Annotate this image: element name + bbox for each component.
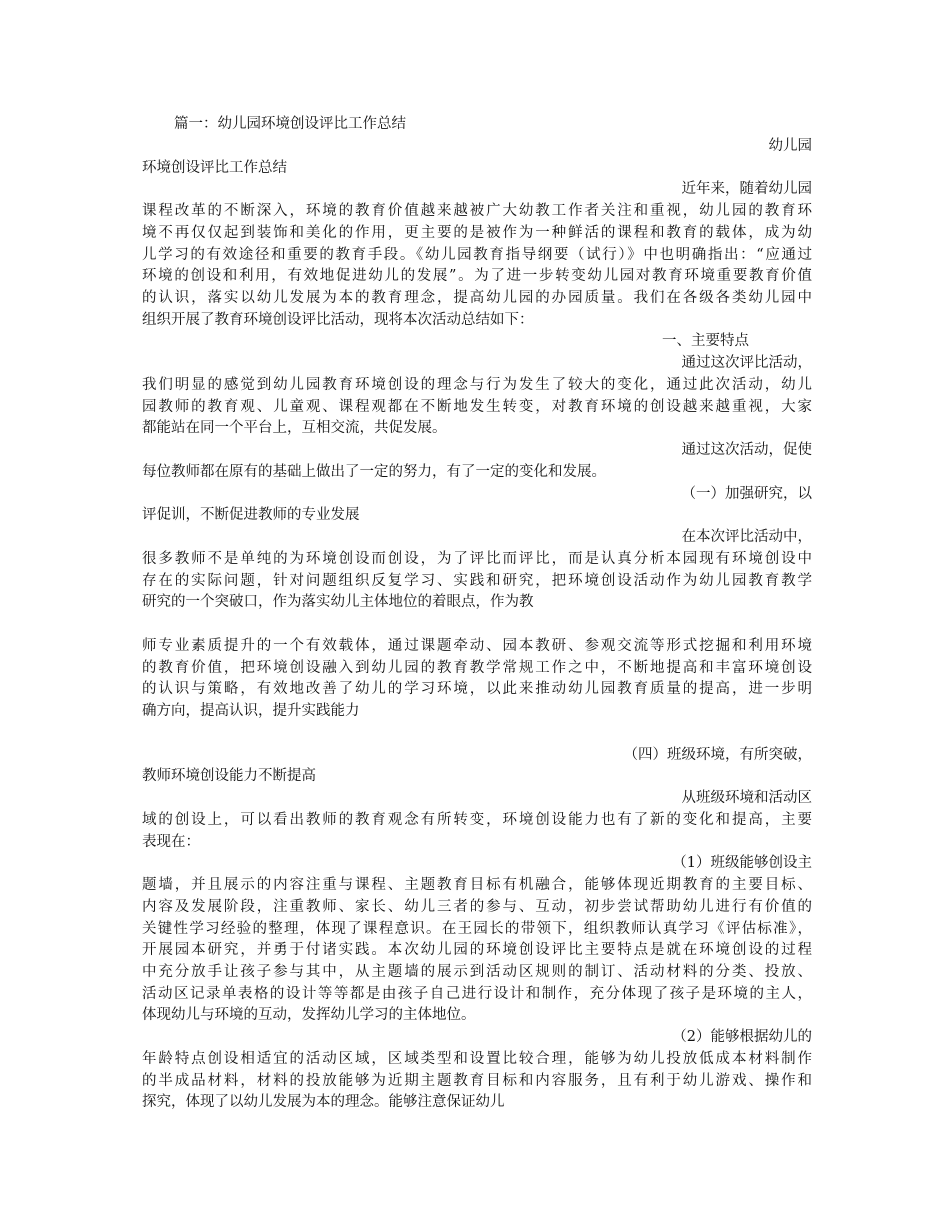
text-line: 从班级环境和活动区 [681, 790, 812, 806]
text-line: 确方向，提高认识，提升实践能力 [142, 703, 360, 719]
text-line: 题墙，并且展示的内容注重与课程、主题教育目标有机融合，能够体现近期教育的主要目标、 [142, 877, 812, 893]
text-line: 的认识，落实以幼儿发展为本的教育理念，提高幼儿园的办园质量。我们在各级各类幼儿园中 [142, 290, 812, 306]
text-line: 近年来，随着幼儿园 [681, 181, 812, 197]
text-line: 我们明显的感觉到幼儿园教育环境创设的理念与行为发生了较大的变化，通过此次活动，幼儿 [142, 377, 812, 393]
text-line: 的教育价值，把环境创设融入到幼儿园的教育教学常规工作之中，不断地提高和丰富环境创设 [142, 660, 812, 676]
text-line: 存在的实际问题，针对问题组织反复学习、实践和研究，把环境创设活动作为幼儿园教育教学 [142, 573, 812, 589]
document-title: 篇一：幼儿园环境创设评比工作总结 [174, 116, 406, 132]
section-heading: 一、主要特点 [662, 333, 749, 349]
text-line: 环境的创设和利用，有效地促进幼儿的发展”。为了进一步转变幼儿园对教育环境重要教育价值 [142, 268, 812, 284]
text-line: （1）班级能够创设主 [672, 855, 812, 871]
text-line: 关键性学习经验的整理，体现了课程意识。在王园长的带领下，组织教师认真学习《评估标准》， [142, 921, 812, 937]
text-line: 每位教师都在原有的基础上做出了一定的努力，有了一定的变化和发展。 [142, 464, 606, 480]
text-line: 研究的一个突破口，作为落实幼儿主体地位的着眼点，作为教 [142, 594, 534, 610]
text-line: 儿学习的有效途径和重要的教育手段。《幼儿园教育指导纲要（试行）》中也明确指出：“应通过 [142, 247, 812, 263]
text-line: 的认识与策略，有效地改善了幼儿的学习环境，以此来推动幼儿园教育质量的提高，进一步明 [142, 681, 812, 697]
text-line: 课程改革的不断深入，环境的教育价值越来越被广大幼教工作者关注和重视，幼儿园的教育环 [142, 203, 812, 219]
text-line: 师专业素质提升的一个有效载体，通过课题牵动、园本教研、参观交流等形式挖掘和利用环境 [142, 638, 812, 654]
text-line: 活动区记录单表格的设计等等都是由孩子自己进行设计和制作，充分体现了孩子是环境的主人， [142, 986, 812, 1002]
text-line: 通过这次活动，促使 [681, 442, 812, 458]
text-line: （一）加强研究，以 [681, 486, 812, 502]
text-line: 开展园本研究，并勇于付诸实践。本次幼儿园的环境创设评比主要特点是就在环境创设的过程 [142, 942, 812, 958]
text-line: 体现幼儿与环境的互动，发挥幼儿学习的主体地位。 [142, 1007, 476, 1023]
text-line: 通过这次评比活动， [681, 355, 812, 371]
text-line: 评促训，不断促进教师的专业发展 [142, 507, 360, 523]
text-line: 都能站在同一个平台上，互相交流，共促发展。 [142, 420, 447, 436]
text-line: 内容及发展阶段，注重教师、家长、幼儿三者的参与、互动，初步尝试帮助幼儿进行有价值的 [142, 899, 812, 915]
text-line: 的半成品材料，材料的投放能够为近期主题教育目标和内容服务，且有利于幼儿游戏、操作和 [142, 1073, 812, 1089]
text-line: 教师环境创设能力不断提高 [142, 768, 316, 784]
text-line: 境不再仅仅起到装饰和美化的作用，更主要的是被作为一种鲜活的课程和教育的载体，成为幼 [142, 225, 812, 241]
text-line: 组织开展了教育环境创设评比活动，现将本次活动总结如下： [142, 312, 534, 328]
text-line: 环境创设评比工作总结 [142, 160, 287, 176]
text-line: 年龄特点创设相适宜的活动区域，区域类型和设置比较合理，能够为幼儿投放低成本材料制作 [142, 1051, 812, 1067]
text-line: 域的创设上，可以看出教师的教育观念有所转变，环境创设能力也有了新的变化和提高，主要 [142, 812, 812, 828]
text-line: 表现在： [142, 834, 200, 850]
text-line: 在本次评比活动中， [681, 529, 812, 545]
text-line: （2）能够根据幼儿的 [672, 1029, 812, 1045]
text-line: 园教师的教育观、儿童观、课程观都在不断地发生转变，对教育环境的创设越来越重视，大家 [142, 399, 812, 415]
text-line: 中充分放手让孩子参与其中，从主题墙的展示到活动区规则的制订、活动材料的分类、投放、 [142, 964, 812, 980]
text-line: （四）班级环境，有所突破， [623, 747, 812, 763]
text-line: 探究，体现了以幼儿发展为本的理念。能够注意保证幼儿 [142, 1094, 505, 1110]
text-line: 幼儿园 [768, 138, 812, 154]
text-line: 很多教师不是单纯的为环境创设而创设，为了评比而评比，而是认真分析本园现有环境创设中 [142, 551, 812, 567]
